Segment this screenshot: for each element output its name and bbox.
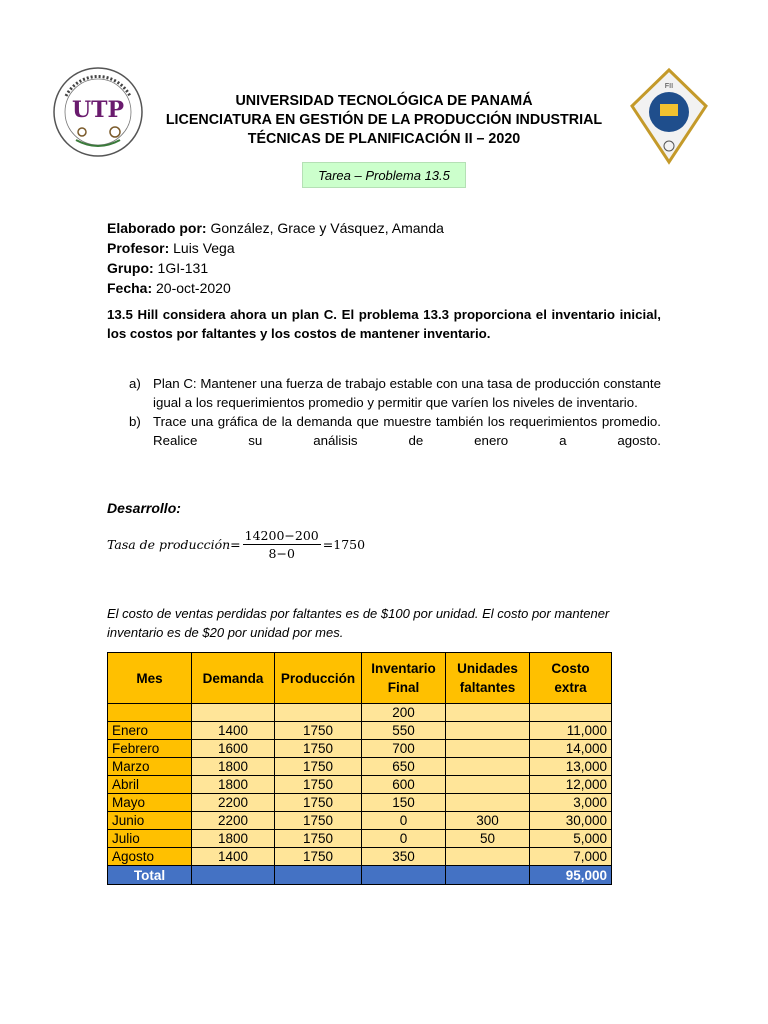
initial-inventory-row — [108, 704, 612, 722]
header-produccion: Producción — [275, 653, 362, 704]
program-title: LICENCIATURA EN GESTIÓN DE LA PRODUCCIÓN INDUSTRIAL — [165, 112, 603, 128]
grupo-label: Grupo: — [107, 260, 154, 276]
elaborado-value: González, Grace y Vásquez, Amanda — [206, 220, 444, 236]
profesor-line — [107, 238, 444, 258]
elaborado-label: Elaborado por: — [107, 220, 207, 236]
cell-faltantes — [446, 776, 530, 794]
formula-equals: = — [230, 537, 241, 552]
author-info — [107, 218, 444, 298]
cell-mes: Abril — [108, 776, 192, 794]
svg-text:FII: FII — [664, 83, 674, 90]
total-label: Total — [108, 866, 192, 885]
fecha-label: Fecha: — [107, 280, 153, 296]
table-row — [108, 758, 612, 776]
cell-faltantes — [446, 794, 530, 812]
header-inventario: Inventario Final — [362, 653, 446, 704]
cell-produccion: 1750 — [275, 776, 362, 794]
total-value: 95,000 — [530, 866, 612, 885]
cell-faltantes: 50 — [446, 830, 530, 848]
university-title: UNIVERSIDAD TECNOLÓGICA DE PANAMÁ — [235, 93, 533, 109]
profesor-value: Luis Vega — [169, 240, 235, 256]
formula-fraction — [243, 528, 321, 561]
cell-inventario: 600 — [362, 776, 446, 794]
total-row — [108, 866, 612, 885]
cell-inventario: 350 — [362, 848, 446, 866]
cell-inventario: 700 — [362, 740, 446, 758]
table-row — [108, 794, 612, 812]
cell-faltantes — [446, 740, 530, 758]
cell-produccion: 1750 — [275, 722, 362, 740]
desarrollo-heading: Desarrollo: — [107, 500, 181, 516]
cell-inventario: 0 — [362, 830, 446, 848]
cell-demanda: 1400 — [192, 722, 275, 740]
problem-statement: 13.5 Hill considera ahora un plan C. El problema 13.3 proporciona el inventario inicial, los costos por faltantes y los costos de mantener inventario. — [107, 307, 661, 341]
list-item-label: a) — [129, 376, 141, 391]
cell-costo: 3,000 — [530, 794, 612, 812]
cell-demanda: 1800 — [192, 830, 275, 848]
elaborado-line — [107, 218, 444, 238]
table-cell — [530, 704, 612, 722]
cell-faltantes — [446, 722, 530, 740]
fecha-line — [107, 278, 444, 298]
table-row — [108, 776, 612, 794]
table-cell — [446, 704, 530, 722]
header-costo: Costo extra — [530, 653, 612, 704]
cell-demanda: 1800 — [192, 776, 275, 794]
cell-produccion: 1750 — [275, 812, 362, 830]
grupo-value: 1GI-131 — [153, 260, 209, 276]
table-cell — [446, 866, 530, 885]
table-cell — [275, 704, 362, 722]
cell-mes: Enero — [108, 722, 192, 740]
task-list — [129, 374, 661, 450]
list-item-label: b) — [129, 414, 141, 429]
header-mes: Mes — [108, 653, 192, 704]
list-item — [129, 412, 661, 450]
cell-costo: 12,000 — [530, 776, 612, 794]
list-item-text: Trace una gráfica de la demanda que muestre también los requerimientos promedio. Realice su análisis de enero a agosto. — [153, 414, 661, 448]
grupo-line — [107, 258, 444, 278]
formula-result: =1750 — [322, 537, 366, 552]
cell-costo: 5,000 — [530, 830, 612, 848]
list-item-text: Plan C: Mantener una fuerza de trabajo estable con una tasa de producción constante igual a los requerimientos promedio y permitir que varíen los niveles de inventario. — [153, 376, 661, 410]
cell-faltantes: 300 — [446, 812, 530, 830]
cost-note: El costo de ventas perdidas por faltantes es de $100 por unidad. El costo por mantener inventario es de $20 por unidad por mes. — [107, 606, 610, 640]
cell-produccion: 1750 — [275, 848, 362, 866]
cell-produccion: 1750 — [275, 740, 362, 758]
svg-text:UTP: UTP — [71, 97, 125, 123]
cell-mes: Mayo — [108, 794, 192, 812]
initial-inventory-cell: 200 — [362, 704, 446, 722]
table-row — [108, 830, 612, 848]
utp-logo-icon — [52, 66, 144, 158]
production-rate-formula — [107, 528, 365, 561]
cell-produccion: 1750 — [275, 830, 362, 848]
cell-produccion: 1750 — [275, 758, 362, 776]
cell-inventario: 650 — [362, 758, 446, 776]
table-cell — [192, 704, 275, 722]
table-header-row — [108, 653, 612, 704]
cell-mes: Agosto — [108, 848, 192, 866]
formula-numerator: 14200−200 — [244, 528, 319, 543]
table-cell — [108, 704, 192, 722]
cell-costo: 14,000 — [530, 740, 612, 758]
cell-mes: Febrero — [108, 740, 192, 758]
cell-demanda: 2200 — [192, 794, 275, 812]
cell-inventario: 150 — [362, 794, 446, 812]
fii-shield-icon — [622, 66, 716, 166]
document-header — [140, 92, 628, 149]
formula-lhs: Tasa de producción — [107, 537, 231, 552]
cell-costo: 11,000 — [530, 722, 612, 740]
table-cell — [275, 866, 362, 885]
cell-costo: 7,000 — [530, 848, 612, 866]
header-demanda: Demanda — [192, 653, 275, 704]
cell-inventario: 550 — [362, 722, 446, 740]
cell-faltantes — [446, 848, 530, 866]
assignment-tag: Tarea – Problema 13.5 — [302, 162, 466, 188]
cell-demanda: 2200 — [192, 812, 275, 830]
cell-costo: 30,000 — [530, 812, 612, 830]
cell-produccion: 1750 — [275, 794, 362, 812]
header-faltantes: Unidades faltantes — [446, 653, 530, 704]
list-item — [129, 374, 661, 412]
cell-inventario: 0 — [362, 812, 446, 830]
table-row — [108, 812, 612, 830]
fecha-value: 20-oct-2020 — [152, 280, 231, 296]
cell-demanda: 1600 — [192, 740, 275, 758]
cell-costo: 13,000 — [530, 758, 612, 776]
cell-mes: Junio — [108, 812, 192, 830]
course-title: TÉCNICAS DE PLANIFICACIÓN II – 2020 — [247, 131, 521, 147]
cell-mes: Julio — [108, 830, 192, 848]
production-plan-table — [107, 652, 612, 885]
cell-faltantes — [446, 758, 530, 776]
cell-demanda: 1800 — [192, 758, 275, 776]
table-row — [108, 722, 612, 740]
cell-demanda: 1400 — [192, 848, 275, 866]
table-cell — [362, 866, 446, 885]
profesor-label: Profesor: — [107, 240, 170, 256]
table-row — [108, 848, 612, 866]
table-cell — [192, 866, 275, 885]
formula-denominator: 8−0 — [268, 546, 295, 561]
table-row — [108, 740, 612, 758]
cell-mes: Marzo — [108, 758, 192, 776]
